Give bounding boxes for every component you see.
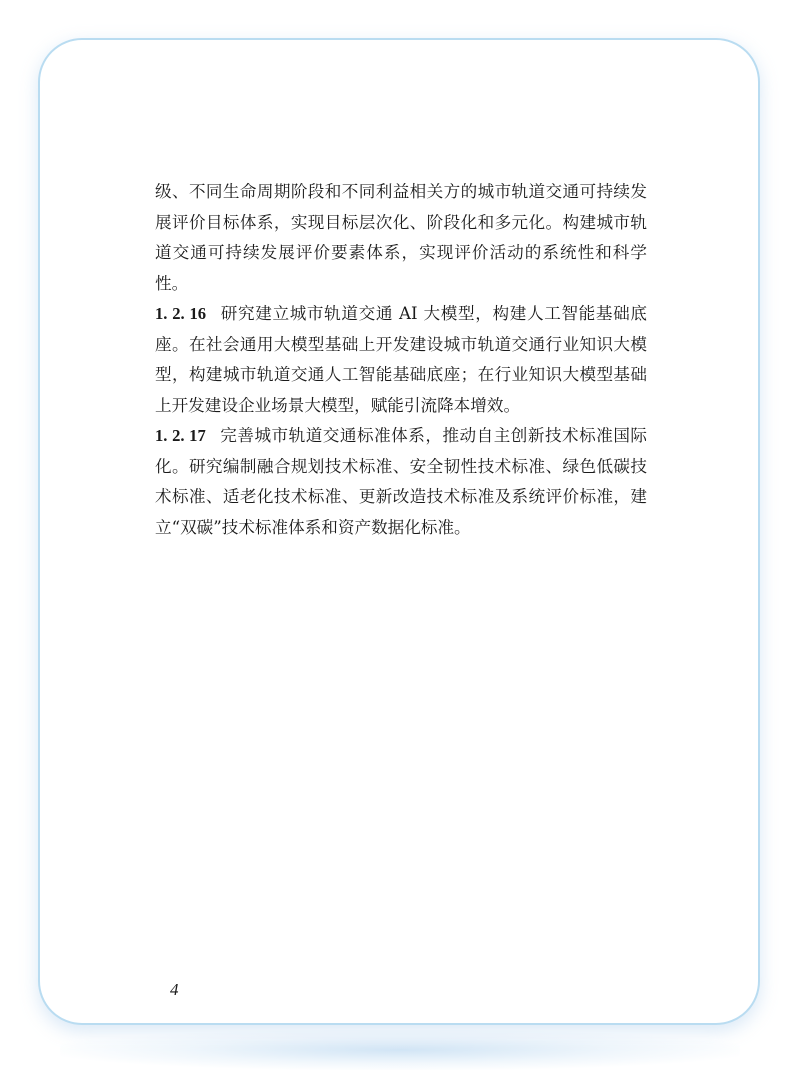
paragraph-text: 级、不同生命周期阶段和不同利益相关方的城市轨道交通可持续发展评价目标体系，实现目标层次化、阶段化和多元化。构建城市轨道交通可持续发展评价要素体系，实现评价活动的系统性和科学性。 — [155, 182, 647, 293]
paragraph-text: 完善城市轨道交通标准体系，推动自主创新技术标准国际化。研究编制融合规划技术标准、安全韧性技术标准、绿色低碳技术标准、适老化技术标准、更新改造技术标准及系统评价标准，建立“双碳”技术标准体系和资产数据化标准。 — [155, 426, 648, 537]
clause-number: 1. 2. 17 — [155, 426, 206, 445]
body-text — [155, 177, 647, 543]
paragraph-continuation — [155, 177, 647, 299]
clause-number: 1. 2. 16 — [155, 304, 207, 323]
paragraph-1-2-17 — [155, 421, 647, 543]
card-shadow — [60, 1030, 740, 1070]
paragraph-1-2-16 — [155, 299, 647, 421]
paragraph-text: 研究建立城市轨道交通 AI 大模型，构建人工智能基础底座。在社会通用大模型基础上开发建设城市轨道交通行业知识大模型，构建城市轨道交通人工智能基础底座；在行业知识大模型基础上开发建设企业场景大模型，赋能引流降本增效。 — [155, 304, 647, 415]
page-number: 4 — [170, 980, 179, 999]
